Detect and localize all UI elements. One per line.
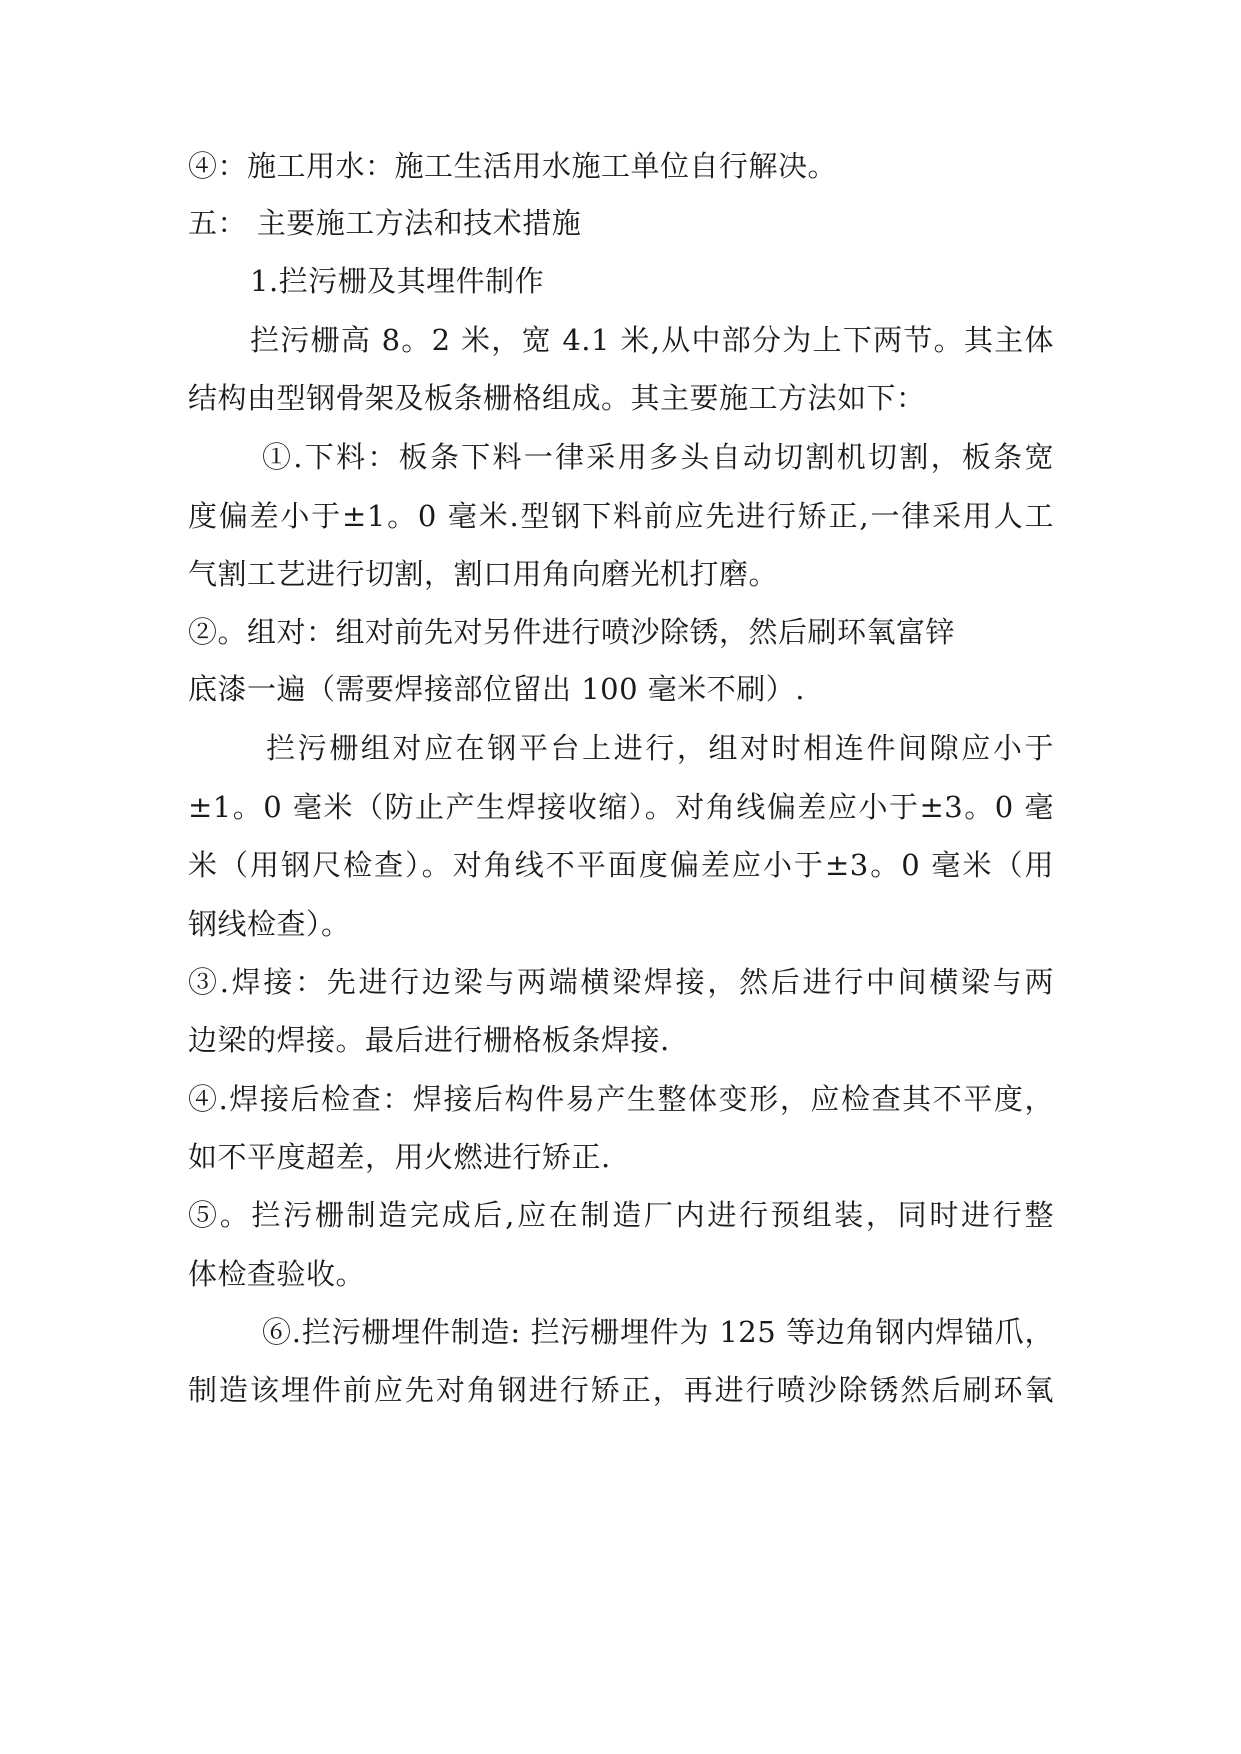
section-heading: 五： 主要施工方法和技术措施 xyxy=(188,206,582,240)
text-line: 结构由型钢骨架及板条栅格组成。其主要施工方法如下： xyxy=(188,381,926,415)
text-line: 气割工艺进行切割，割口用角向磨光机打磨。 xyxy=(188,557,779,591)
text-line: ±1。0 毫米（防止产生焊接收缩）。对角线偏差应小于±3。0 毫 xyxy=(188,790,1054,824)
text-line: 度偏差小于±1。0 毫米.型钢下料前应先进行矫正,一律采用人工 xyxy=(188,499,1054,533)
text-line: 底漆一遍（需要焊接部位留出 100 毫米不刷）. xyxy=(188,672,806,706)
text-line: 制造该埋件前应先对角钢进行矫正，再进行喷沙除锈然后刷环氧 xyxy=(188,1373,1054,1407)
text-line: 拦污栅高 8。2 米，宽 4.1 米,从中部分为上下两节。其主体 xyxy=(250,323,1054,357)
text-line: ④：施工用水：施工生活用水施工单位自行解决。 xyxy=(188,149,838,183)
text-line: ③.焊接：先进行边梁与两端横梁焊接，然后进行中间横梁与两 xyxy=(188,965,1054,999)
text-line: ⑤。拦污栅制造完成后,应在制造厂内进行预组装，同时进行整 xyxy=(188,1198,1054,1232)
text-line: 体检查验收。 xyxy=(188,1257,366,1291)
text-line: 拦污栅组对应在钢平台上进行，组对时相连件间隙应小于 xyxy=(266,731,1054,765)
text-line: 钢线检查）。 xyxy=(188,907,351,941)
text-line: ①.下料：板条下料一律采用多头自动切割机切割，板条宽 xyxy=(262,440,1054,474)
text-line: ④.焊接后检查：焊接后构件易产生整体变形，应检查其不平度， xyxy=(188,1082,1054,1116)
text-line: 边梁的焊接。最后进行栅格板条焊接. xyxy=(188,1023,670,1057)
subsection-heading: 1.拦污栅及其埋件制作 xyxy=(250,264,545,298)
text-line: 米（用钢尺检查）。对角线不平面度偏差应小于±3。0 毫米（用 xyxy=(188,848,1054,882)
text-line: 如不平度超差，用火燃进行矫正. xyxy=(188,1140,611,1174)
text-line: ⑥.拦污栅埋件制造: 拦污栅埋件为 125 等边角钢内焊锚爪， xyxy=(262,1315,1054,1349)
text-line: ②。组对：组对前先对另件进行喷沙除锈，然后刷环氧富锌 xyxy=(188,615,956,649)
